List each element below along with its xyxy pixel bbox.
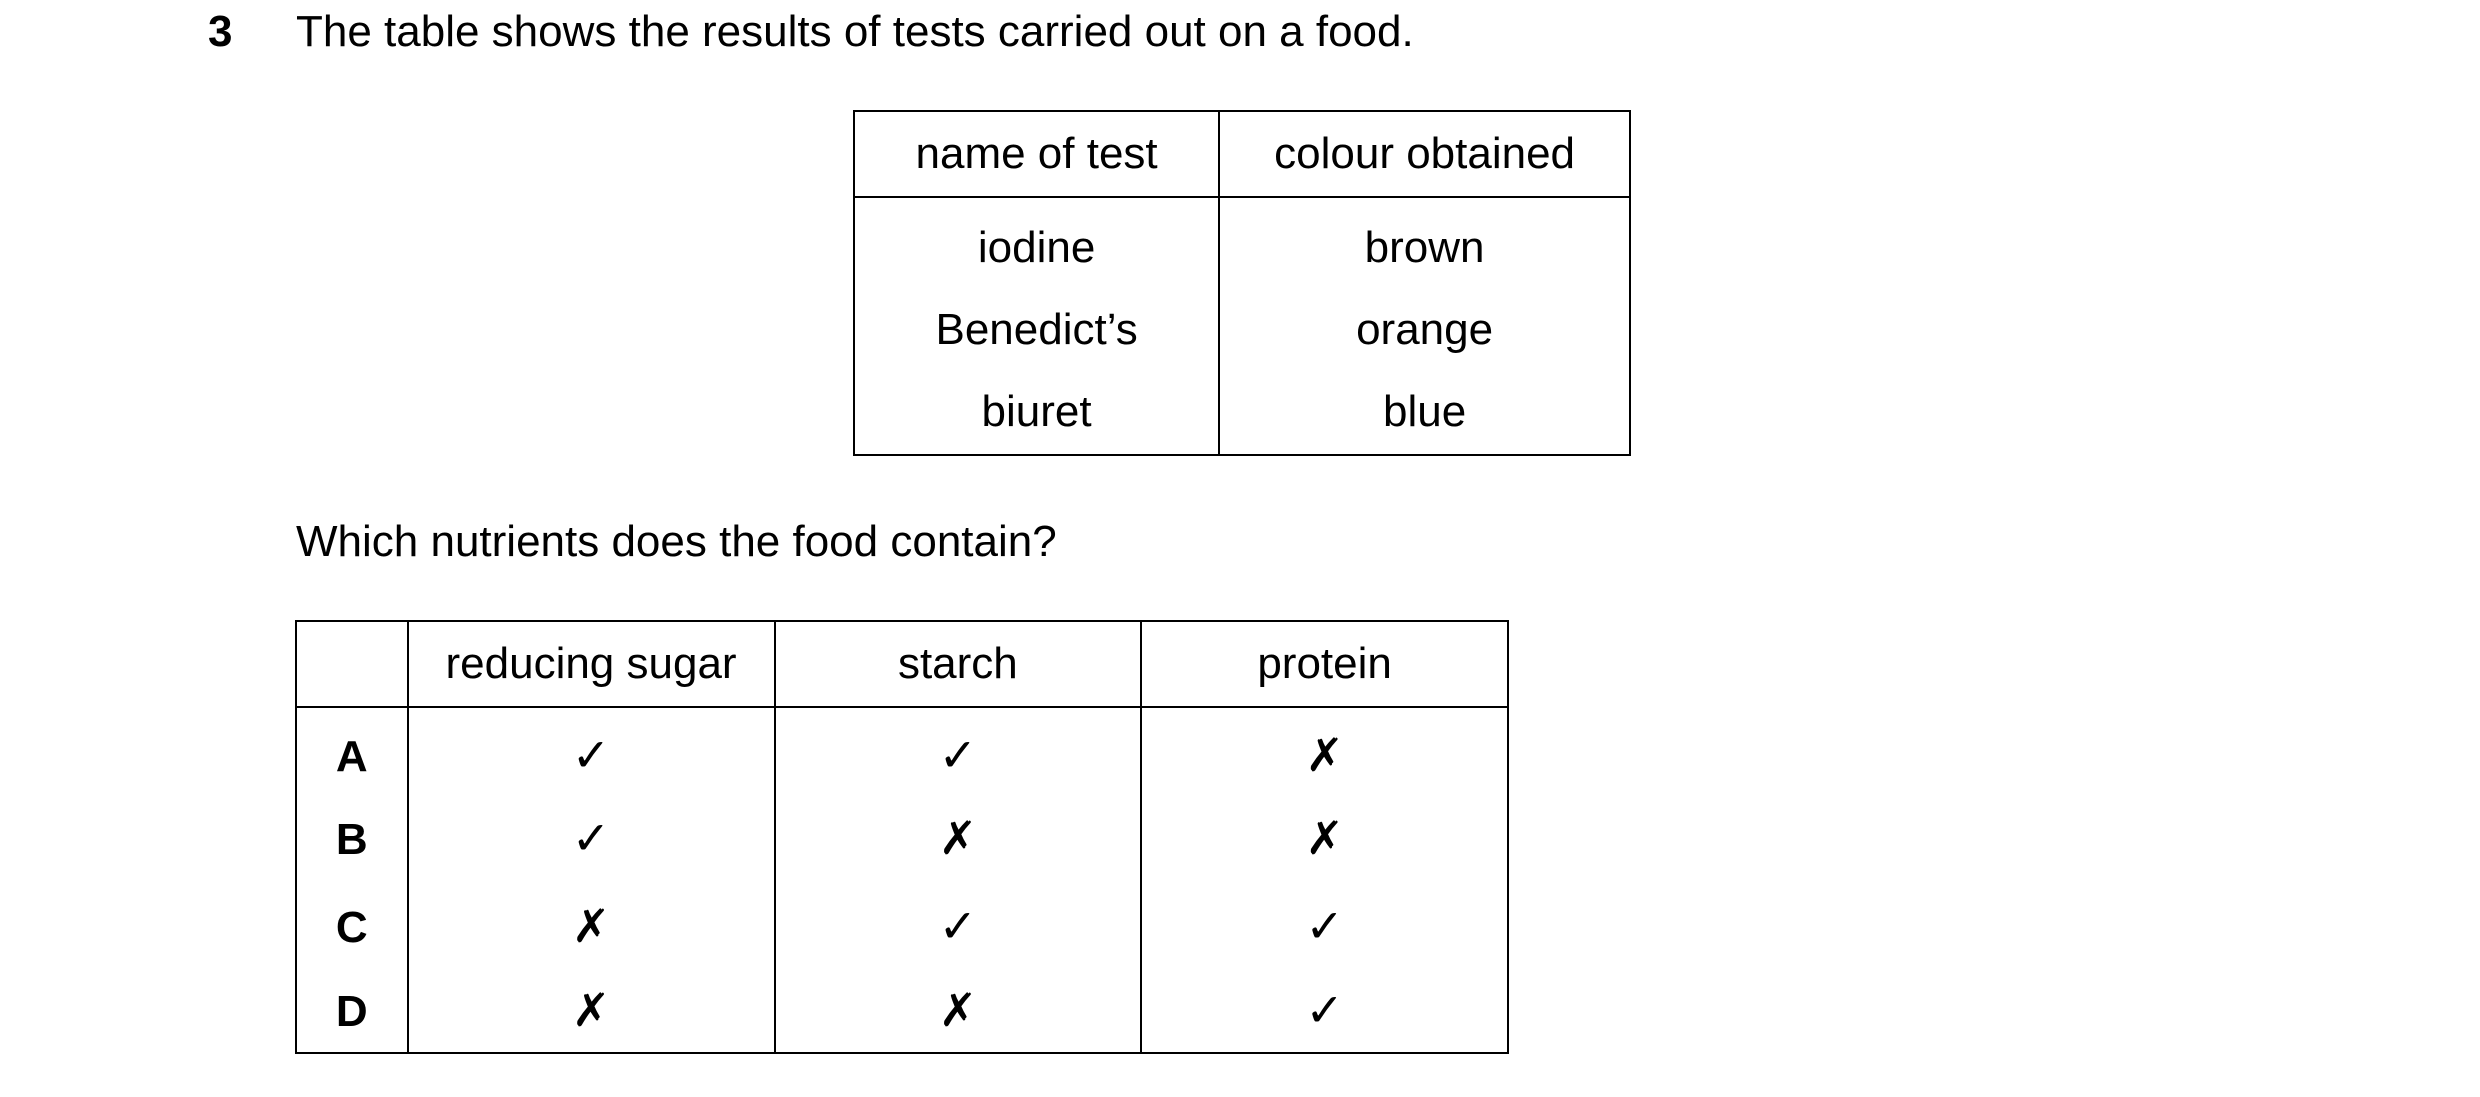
- question-number: 3: [208, 7, 233, 56]
- test-name: iodine: [854, 197, 1219, 286]
- results-table: [853, 110, 1631, 456]
- reducing-sugar-mark: [408, 884, 775, 972]
- options-header-row: [296, 621, 1508, 707]
- option-row-b: [296, 796, 1508, 884]
- header-empty: [296, 621, 408, 707]
- protein-mark: [1141, 707, 1508, 796]
- starch-mark: [775, 796, 1142, 884]
- check-mark-icon: ✓: [1305, 983, 1344, 1037]
- protein-mark: [1141, 884, 1508, 972]
- option-letter: B: [296, 796, 408, 884]
- starch-mark: [775, 884, 1142, 972]
- check-mark-icon: ✓: [938, 728, 978, 782]
- header-protein: protein: [1141, 621, 1508, 707]
- protein-mark: [1141, 972, 1508, 1053]
- test-name: Benedict’s: [854, 286, 1219, 374]
- option-row-d: [296, 972, 1508, 1053]
- check-mark-icon: ✓: [1305, 899, 1344, 953]
- check-mark-icon: ✓: [571, 811, 611, 865]
- option-row-a: [296, 707, 1508, 796]
- option-letter: C: [296, 884, 408, 972]
- starch-mark: [775, 707, 1142, 796]
- header-name-of-test: name of test: [854, 111, 1219, 197]
- results-header-row: [854, 111, 1630, 197]
- check-mark-icon: ✓: [938, 899, 978, 953]
- option-letter: D: [296, 972, 408, 1053]
- check-mark-icon: ✓: [571, 728, 611, 782]
- header-colour-obtained: colour obtained: [1219, 111, 1630, 197]
- cross-mark-icon: ✗: [571, 983, 611, 1037]
- results-row: [854, 374, 1630, 455]
- results-row: [854, 286, 1630, 374]
- cross-mark-icon: ✗: [938, 983, 978, 1037]
- option-letter: A: [296, 707, 408, 796]
- cross-mark-icon: ✗: [571, 899, 611, 953]
- test-name: biuret: [854, 374, 1219, 455]
- header-starch: starch: [775, 621, 1142, 707]
- protein-mark: [1141, 796, 1508, 884]
- cross-mark-icon: ✗: [1305, 811, 1344, 865]
- cross-mark-icon: ✗: [938, 811, 978, 865]
- colour-obtained: blue: [1219, 374, 1630, 455]
- reducing-sugar-mark: [408, 707, 775, 796]
- header-reducing-sugar: reducing sugar: [408, 621, 775, 707]
- reducing-sugar-mark: [408, 796, 775, 884]
- cross-mark-icon: ✗: [1305, 728, 1344, 782]
- option-row-c: [296, 884, 1508, 972]
- options-table: [295, 620, 1509, 1054]
- question-stem: The table shows the results of tests carried out on a food.: [296, 7, 1414, 56]
- results-row: [854, 197, 1630, 286]
- starch-mark: [775, 972, 1142, 1053]
- colour-obtained: brown: [1219, 197, 1630, 286]
- reducing-sugar-mark: [408, 972, 775, 1053]
- question-prompt: Which nutrients does the food contain?: [296, 517, 1057, 566]
- colour-obtained: orange: [1219, 286, 1630, 374]
